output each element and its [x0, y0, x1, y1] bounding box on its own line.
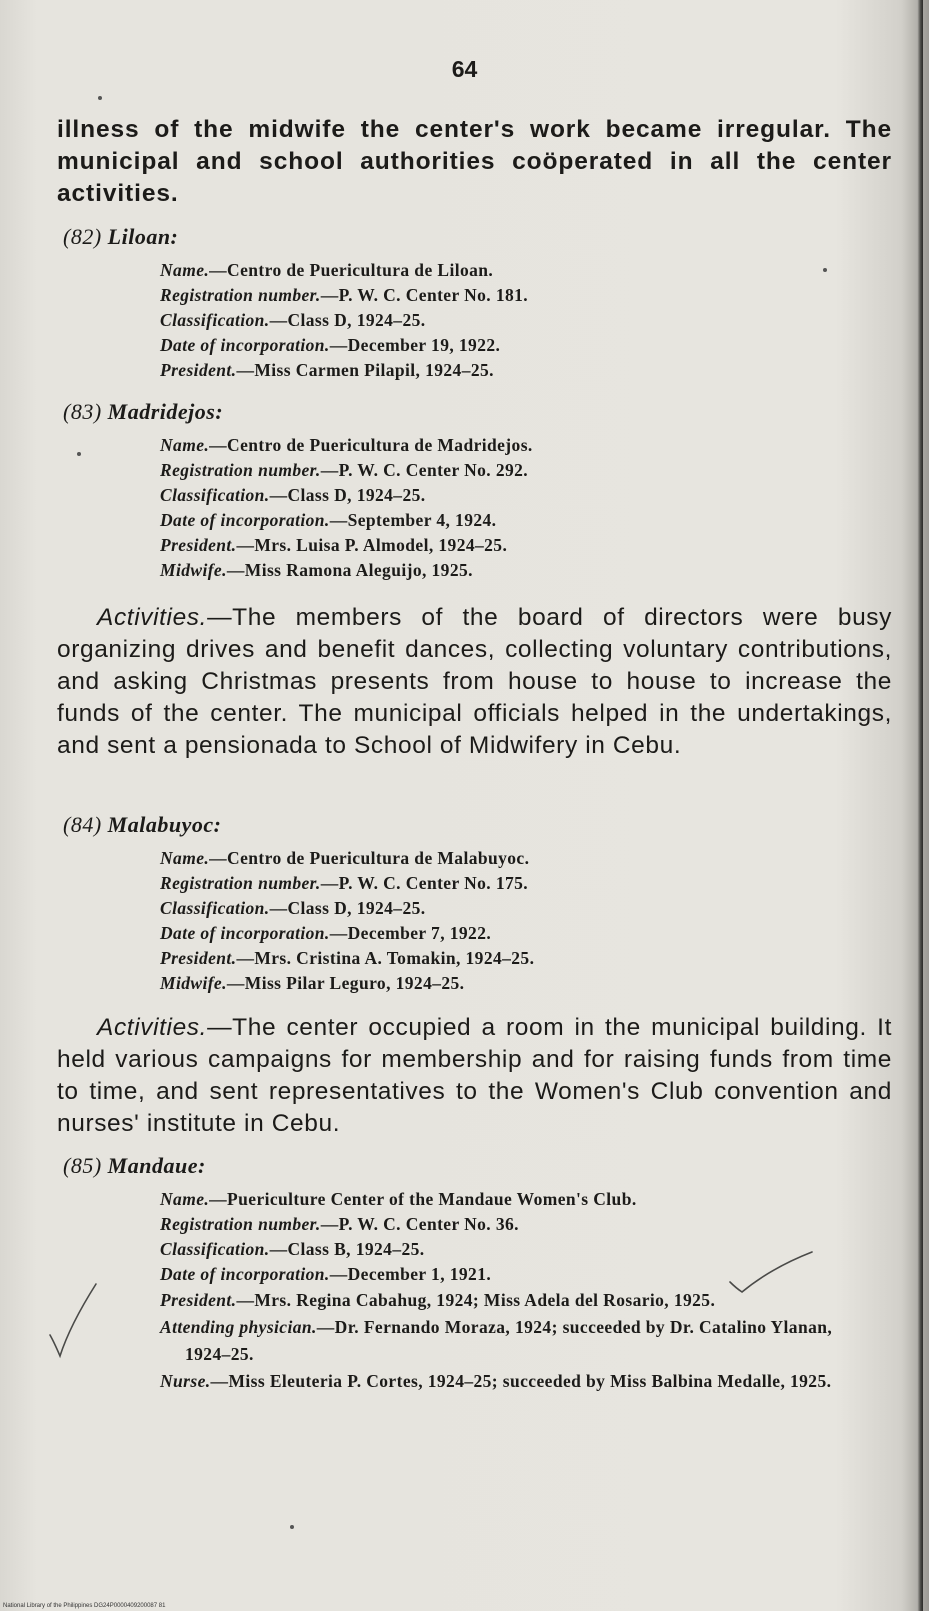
entry-nurse: Nurse.—Miss Eleuteria P. Cortes, 1924–25; succeeded by Miss Balbina Medalle, 1925. — [160, 1371, 832, 1391]
section-place: Mandaue: — [107, 1153, 206, 1178]
entry-president: President.—Miss Carmen Pilapil, 1924–25. — [160, 360, 494, 380]
scan-footer: National Library of the Philippines DG24P0000409200087 81 — [3, 1603, 166, 1609]
entry-name: Name.—Centro de Puericultura de Madridejos. — [160, 435, 533, 455]
speck — [77, 452, 81, 456]
section-number: (82) — [63, 224, 102, 249]
page-edge-shadow — [917, 0, 923, 1611]
speck — [290, 1525, 294, 1529]
handwritten-check-mark-icon — [726, 1248, 816, 1298]
entries-madridejos — [160, 433, 900, 583]
entry-incorporation: Date of incorporation.—December 7, 1922. — [160, 923, 492, 943]
entry-name: Name.—Puericulture Center of the Mandaue Women's Club. — [160, 1189, 637, 1209]
entry-classification: Classification.—Class D, 1924–25. — [160, 485, 426, 505]
entry-incorporation: Date of incorporation.—September 4, 1924. — [160, 510, 497, 530]
activities-paragraph: Activities.—The center occupied a room in the municipal building. It held various campaigns for membership and for raising funds from time to time, and sent representatives to the Women's Club convention and nurses' institute in Cebu. — [57, 1014, 892, 1137]
section-heading-mandaue — [63, 1153, 206, 1179]
activities-malabuyoc — [57, 1012, 892, 1140]
section-number: (85) — [63, 1153, 102, 1178]
section-place: Madridejos: — [107, 399, 224, 424]
entry-attending-physician: Attending physician.—Dr. Fernando Moraza, 1924; succeeded by Dr. Catalino Ylanan, 1924–25. — [160, 1317, 833, 1364]
intro-paragraph-block — [57, 114, 892, 210]
section-heading-madridejos — [63, 399, 223, 425]
entry-incorporation: Date of incorporation.—December 1, 1921. — [160, 1264, 492, 1284]
entry-name: Name.—Centro de Puericultura de Liloan. — [160, 260, 494, 280]
section-place: Liloan: — [107, 224, 179, 249]
speck — [823, 268, 827, 272]
entry-midwife: Midwife.—Miss Ramona Aleguijo, 1925. — [160, 560, 473, 580]
section-heading-malabuyoc — [63, 812, 221, 838]
page-number: 64 — [451, 56, 478, 82]
entry-president: President.—Mrs. Cristina A. Tomakin, 1924–25. — [160, 948, 535, 968]
section-heading-liloan — [63, 224, 178, 250]
section-number: (84) — [63, 812, 102, 837]
handwritten-check-mark-icon — [48, 1280, 108, 1360]
entry-classification: Classification.—Class D, 1924–25. — [160, 898, 426, 918]
intro-paragraph: illness of the midwife the center's work became irregular. The municipal and school authorities coöperated in all the center activities. — [57, 116, 892, 207]
entry-registration: Registration number.—P. W. C. Center No. 175. — [160, 873, 529, 893]
entry-midwife: Midwife.—Miss Pilar Leguro, 1924–25. — [160, 973, 465, 993]
entry-president: President.—Mrs. Luisa P. Almodel, 1924–25. — [160, 535, 508, 555]
speck — [98, 96, 102, 100]
entry-president: President.—Mrs. Regina Cabahug, 1924; Miss Adela del Rosario, 1925. — [160, 1290, 716, 1310]
activities-paragraph: Activities.—The members of the board of directors were busy organizing drives and benefit dances, collecting voluntary contributions, and asking Christmas presents from house to house to increase the funds of the center. The municipal officials helped in the undertakings, and sent a pensionada to School of Midwifery in Cebu. — [57, 604, 892, 759]
section-number: (83) — [63, 399, 102, 424]
entry-classification: Classification.—Class B, 1924–25. — [160, 1239, 425, 1259]
entry-registration: Registration number.—P. W. C. Center No. 181. — [160, 285, 529, 305]
activities-madridejos — [57, 602, 892, 762]
entries-liloan — [160, 258, 900, 383]
entries-malabuyoc — [160, 846, 900, 996]
entry-classification: Classification.—Class D, 1924–25. — [160, 310, 426, 330]
entry-incorporation: Date of incorporation.—December 19, 1922. — [160, 335, 501, 355]
entry-registration: Registration number.—P. W. C. Center No. 292. — [160, 460, 529, 480]
entry-registration: Registration number.—P. W. C. Center No. 36. — [160, 1214, 519, 1234]
section-place: Malabuyoc: — [107, 812, 222, 837]
entry-name: Name.—Centro de Puericultura de Malabuyoc. — [160, 848, 530, 868]
